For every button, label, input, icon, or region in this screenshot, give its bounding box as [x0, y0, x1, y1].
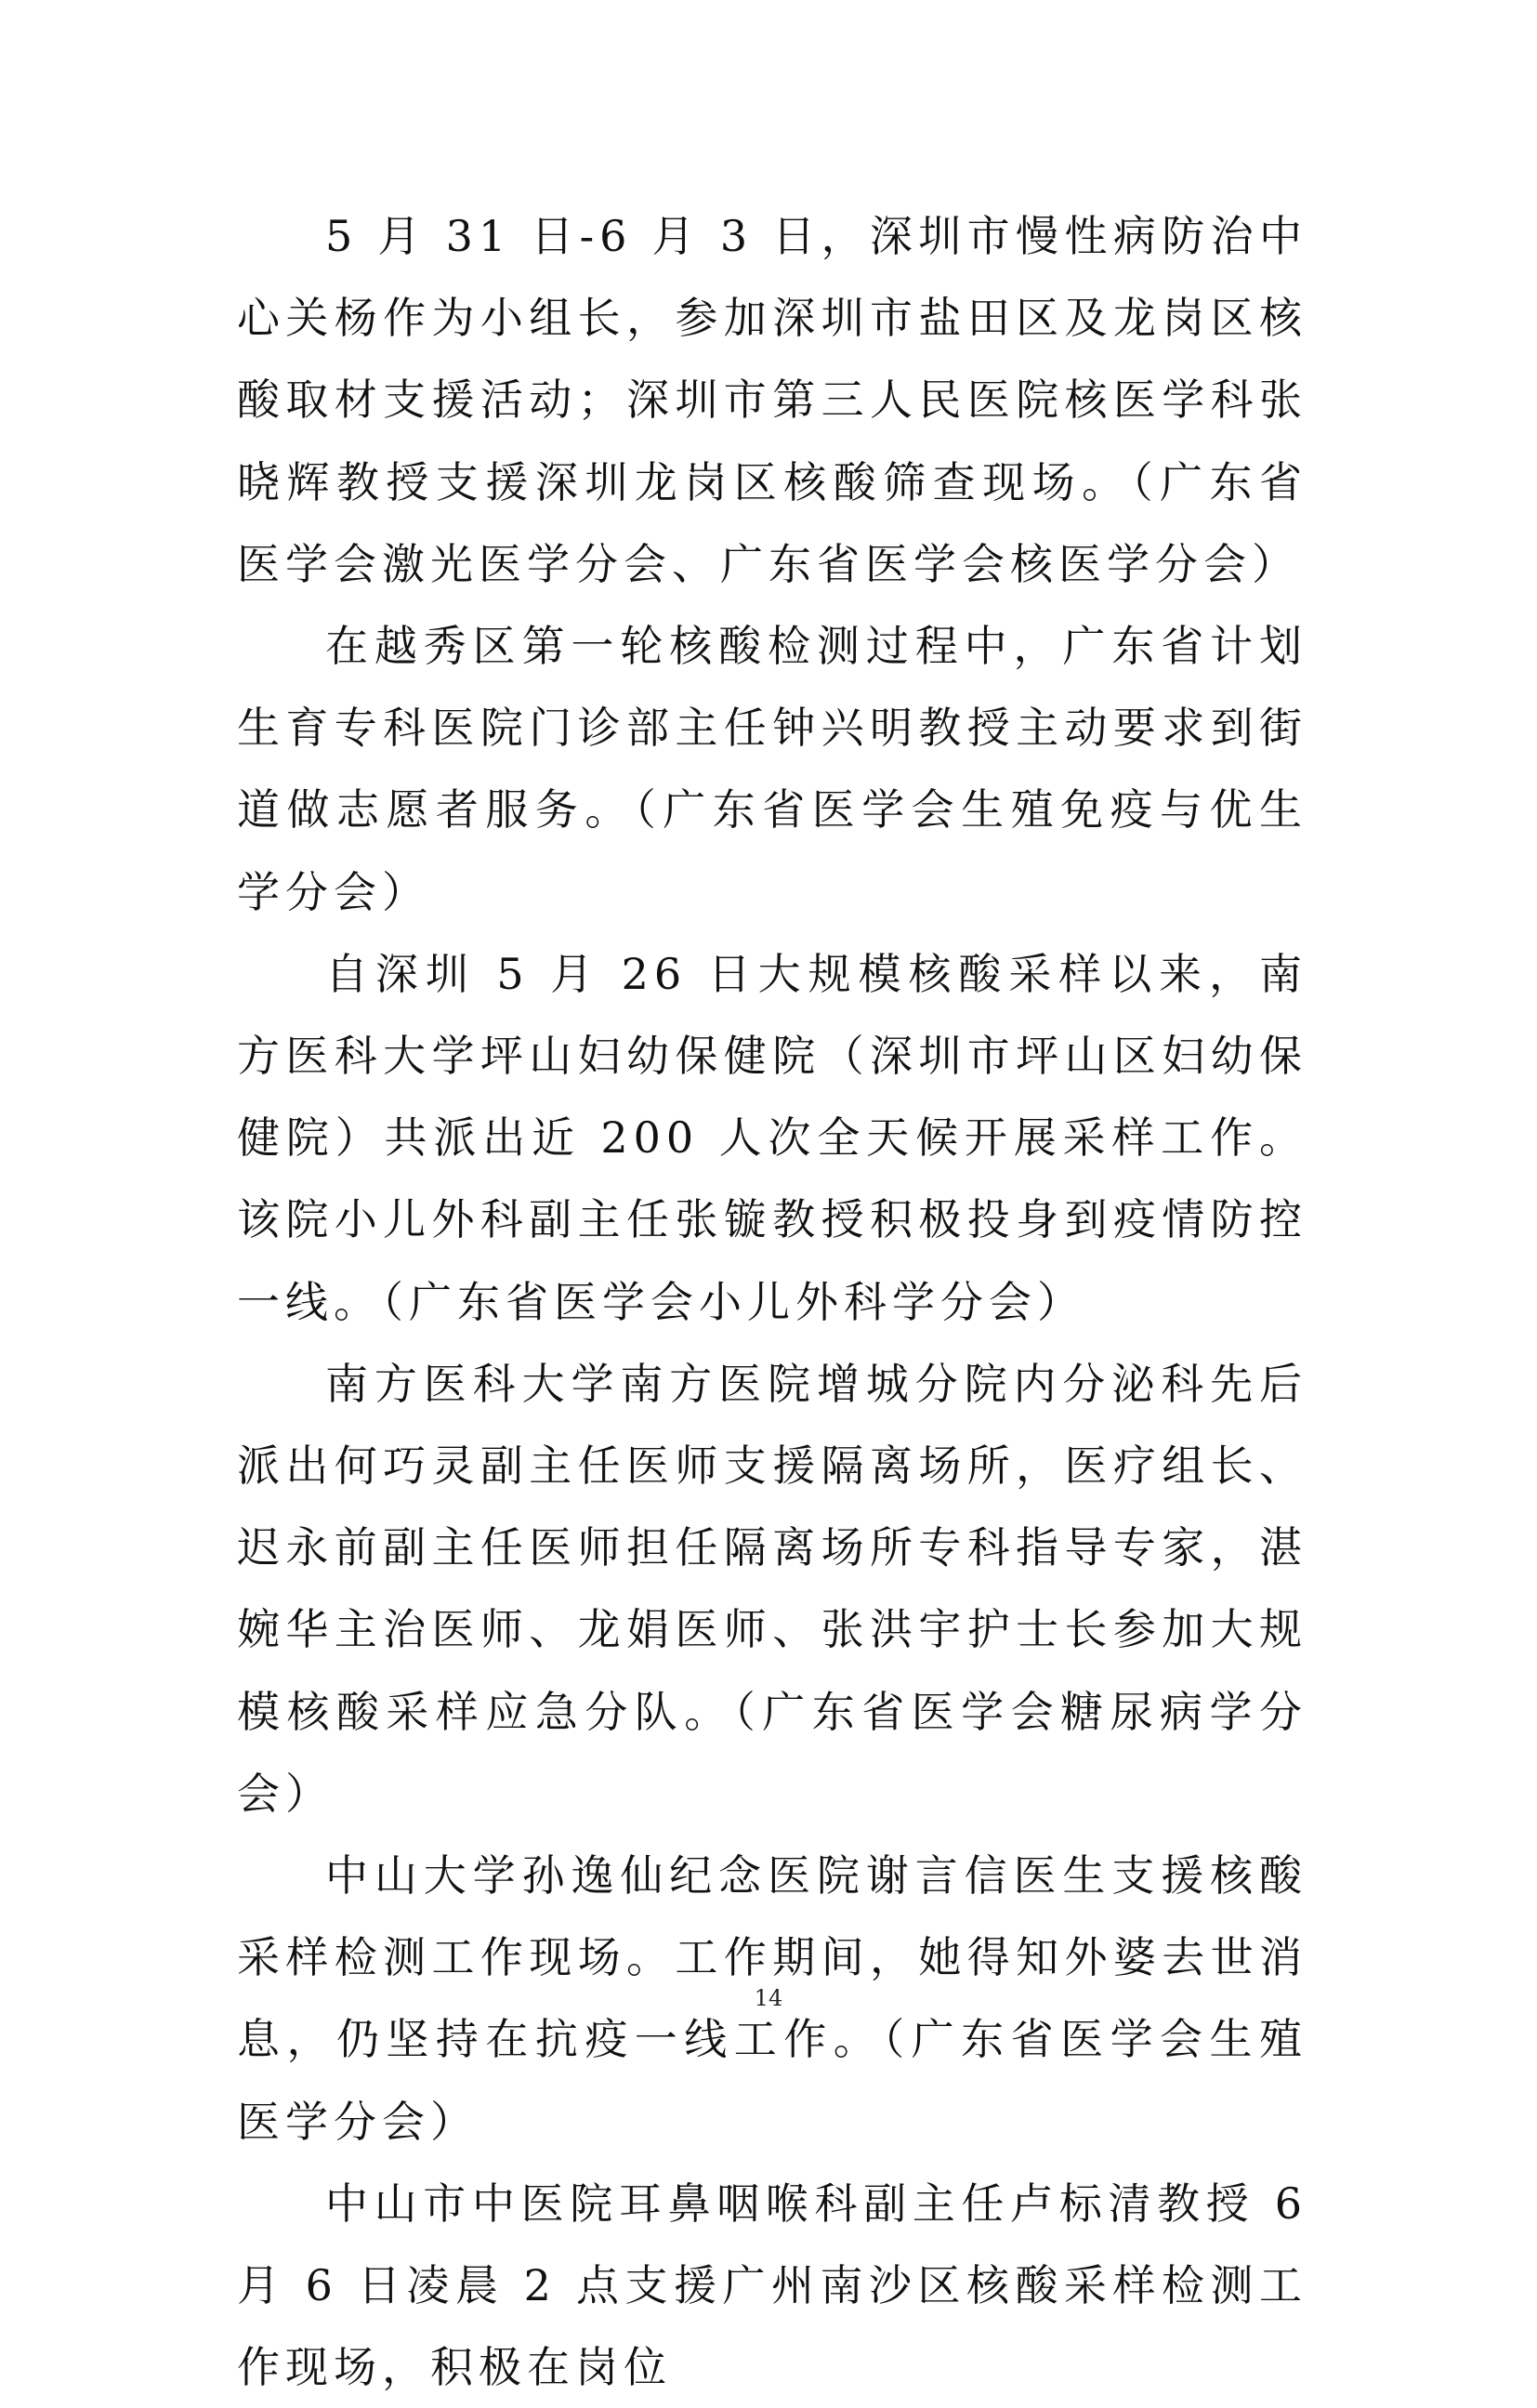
paragraph-6: 中山市中医院耳鼻咽喉科副主任卢标清教授 6 月 6 日凌晨 2 点支援广州南沙区核酸采样检测工作现场，积极在岗位 — [237, 2178, 1307, 2393]
paragraph-1: 5 月 31 日-6 月 3 日，深圳市慢性病防治中心关杨作为小组长，参加深圳市盐田区及龙岗区核酸取材支援活动；深圳市第三人民医院核医学科张晓辉教授支援深圳龙岗区核酸筛查现场。（广东省医学会激光医学分会、广东省医学会核医学分会） — [237, 211, 1307, 589]
paragraph-4: 南方医科大学南方医院增城分院内分泌科先后派出何巧灵副主任医师支援隔离场所，医疗组长、迟永前副主任医师担任隔离场所专科指导专家，湛婉华主治医师、龙娟医师、张洪宇护士长参加大规模核酸采样应急分队。（广东省医学会糖尿病学分会） — [237, 1358, 1307, 1819]
paragraph-2: 在越秀区第一轮核酸检测过程中，广东省计划生育专科医院门诊部主任钟兴明教授主动要求到街道做志愿者服务。（广东省医学会生殖免疫与优生学分会） — [237, 621, 1307, 917]
page-number: 14 — [754, 1985, 783, 2011]
paragraph-3: 自深圳 5 月 26 日大规模核酸采样以来，南方医科大学坪山妇幼保健院（深圳市坪山区妇幼保健院）共派出近 200 人次全天候开展采样工作。该院小儿外科副主任张镟教授积极投身到疫情防控一线。（广东省医学会小儿外科学分会） — [237, 948, 1307, 1327]
document-body — [237, 195, 1307, 2408]
paragraph-5: 中山大学孙逸仙纪念医院谢言信医生支援核酸采样检测工作现场。工作期间，她得知外婆去世消息，仍坚持在抗疫一线工作。（广东省医学会生殖医学分会） — [237, 1850, 1307, 2147]
